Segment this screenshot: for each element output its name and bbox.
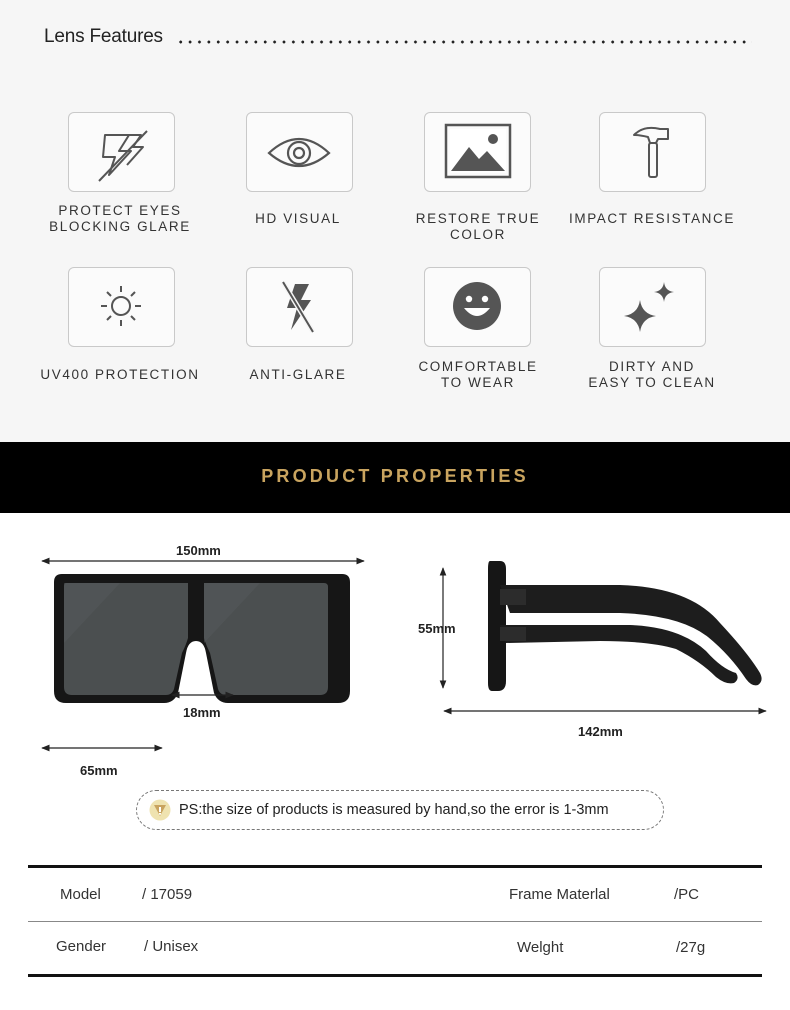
- table-divider: [28, 921, 762, 922]
- spec-value-weight: /27g: [676, 939, 706, 956]
- spec-label-model: Model: [60, 886, 101, 903]
- eye-icon: [246, 112, 353, 192]
- feature-label: PROTECT EYES BLOCKING GLARE: [49, 203, 191, 234]
- spec-value-gender: / Unisex: [144, 938, 199, 955]
- feature-label: UV400 PROTECTION: [40, 367, 200, 382]
- picture-icon: [424, 112, 531, 192]
- sun-icon: [68, 267, 175, 347]
- feature-label: IMPACT RESISTANCE: [569, 211, 735, 226]
- lightning-icon: [68, 112, 175, 192]
- lens-features-section: [0, 0, 790, 442]
- feature-label: DIRTY AND EASY TO CLEAN: [588, 359, 716, 390]
- side-view-glasses: [488, 561, 762, 691]
- table-top-border: [28, 865, 762, 868]
- dimension-lens-width: 65mm: [80, 763, 118, 778]
- measurement-note: [136, 790, 664, 830]
- feature-label: HD VISUAL: [255, 211, 341, 226]
- spec-label-frame-material: Frame Materlal: [509, 886, 610, 903]
- dotted-divider: [176, 40, 752, 44]
- feature-label: RESTORE TRUE COLOR: [415, 211, 541, 242]
- warning-icon: [149, 799, 171, 821]
- front-view-glasses: [54, 574, 350, 703]
- spec-label-weight: Welght: [517, 939, 564, 956]
- dimension-diagram: [0, 513, 790, 783]
- product-properties-title: PRODUCT PROPERTIES: [261, 466, 529, 486]
- sparkle-icon: [599, 267, 706, 347]
- lens-features-title: Lens Features: [44, 26, 163, 47]
- dimension-frame-width: 150mm: [176, 543, 221, 558]
- feature-label: ANTI-GLARE: [249, 367, 347, 382]
- spec-value-frame-material: /PC: [674, 886, 700, 903]
- feature-label: COMFORTABLE TO WEAR: [418, 359, 538, 390]
- note-text: PS:the size of products is measured by hand,so the error is 1-3mm: [179, 802, 609, 818]
- hammer-icon: [599, 112, 706, 192]
- dimension-temple-length: 142mm: [578, 724, 623, 739]
- smiley-icon: [424, 267, 531, 347]
- spec-label-gender: Gender: [56, 938, 107, 955]
- dimension-bridge: 18mm: [183, 705, 221, 720]
- product-properties-banner: [0, 442, 790, 513]
- spec-value-model: / 17059: [142, 886, 193, 903]
- dimension-lens-height: 55mm: [418, 621, 456, 636]
- table-bottom-border: [28, 974, 762, 977]
- anti-glare-icon: [246, 267, 353, 347]
